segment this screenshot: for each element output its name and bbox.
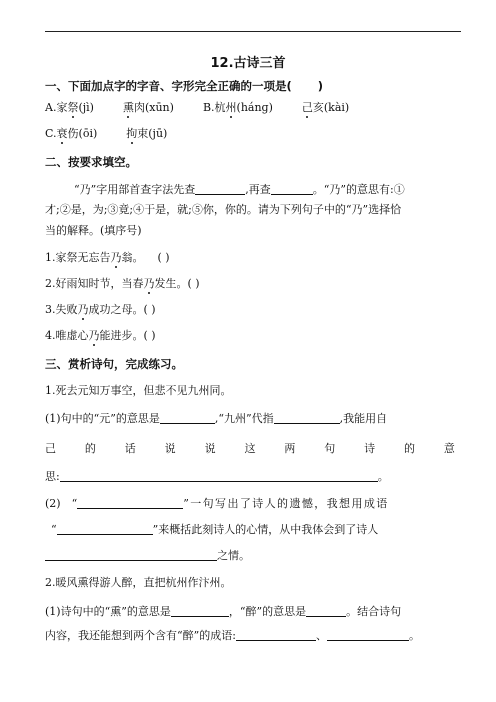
section1-options-row2: [45, 127, 167, 141]
section2-para1: “乃”字用部首查字法先查 ,再查 。“乃”的意思有:①: [74, 183, 405, 196]
q1-1-line2: 己 的 话 说 说 这 两 句 诗 的 意: [45, 442, 455, 455]
section2-heading: 二、按要求填空。: [45, 155, 137, 169]
option-b2: 己亥(kài): [301, 101, 350, 114]
poem-line-1: 1.死去元知万事空，但悲不见九州同。: [45, 384, 232, 397]
yuan-meaning-blank[interactable]: [160, 411, 215, 424]
section3-heading: 三、赏析诗句，完成练习。: [45, 357, 183, 371]
section2-para2: 才;②是，为;③竟;④于是，就;⑤你，你的。请为下列句子中的“乃”选择恰: [45, 203, 402, 216]
q1-2-line1: (2) “ ”一句写出了诗人的遗憾，我想用成语: [45, 497, 389, 510]
zui-meaning-blank[interactable]: [306, 604, 346, 617]
page-title: 12.古诗三首: [210, 56, 286, 71]
q2-1-line1: (1)诗句中的“熏”的意思是 ，“醉”的意思是 。结合诗句: [45, 605, 402, 618]
section2-item2: 2.好雨知时节，当春乃发生。( ): [45, 277, 200, 290]
section1-options-row1: [45, 101, 349, 115]
answer-paren[interactable]: ( ): [143, 329, 156, 342]
answer-paren[interactable]: ( ): [187, 277, 200, 290]
radical-blank[interactable]: [195, 182, 245, 195]
answer-paren[interactable]: ( ): [143, 303, 156, 316]
answer-paren[interactable]: ( ): [157, 251, 170, 264]
section2-para3: 当的解释。(填序号): [45, 224, 142, 237]
idiom-blank[interactable]: [57, 522, 153, 535]
section2-item4: 4.唯虚心乃能进步。( ): [45, 329, 156, 342]
option-c2: 拘束(jū): [126, 127, 168, 140]
option-a2: 熏肉(xūn): [122, 101, 174, 114]
xun-meaning-blank[interactable]: [171, 604, 229, 617]
header-rule: [45, 31, 461, 32]
q2-1-line2: 内容，我还能想到两个含有“醉”的成语: 、 。: [45, 629, 420, 642]
q1-2-line2: “ ”来概括此刻诗人的心情，从中我体会到了诗人: [51, 523, 379, 536]
q1-1-line3: 思: 。: [45, 470, 389, 483]
section1-heading: 一、下面加点字的字音、字形完全正确的一项是( ): [45, 79, 324, 93]
poem-line-2: 2.暖风熏得游人醉，直把杭州作汴州。: [45, 576, 232, 589]
own-words-blank[interactable]: [60, 469, 378, 482]
option-c[interactable]: C.衰伤(ōi): [45, 127, 98, 140]
option-b[interactable]: B.杭州(hánɡ): [202, 101, 273, 114]
q1-2-line3: 之情。: [45, 548, 250, 563]
section2-item1: 1.家祭无忘告乃翁。 ( ): [45, 251, 170, 264]
option-a[interactable]: A.家祭(jì): [45, 101, 94, 114]
stroke-blank[interactable]: [271, 182, 313, 195]
section2-item3: 3.失败乃成功之母。( ): [45, 303, 156, 316]
idiom1-blank[interactable]: [236, 628, 316, 641]
q1-1-line1: (1)句中的“元”的意思是 ,“九州”代指 ,我能用自: [45, 412, 388, 425]
jiuzhou-blank[interactable]: [274, 411, 340, 424]
feeling-blank[interactable]: [45, 548, 217, 561]
regret-line-blank[interactable]: [77, 496, 183, 509]
idiom2-blank[interactable]: [327, 628, 409, 641]
